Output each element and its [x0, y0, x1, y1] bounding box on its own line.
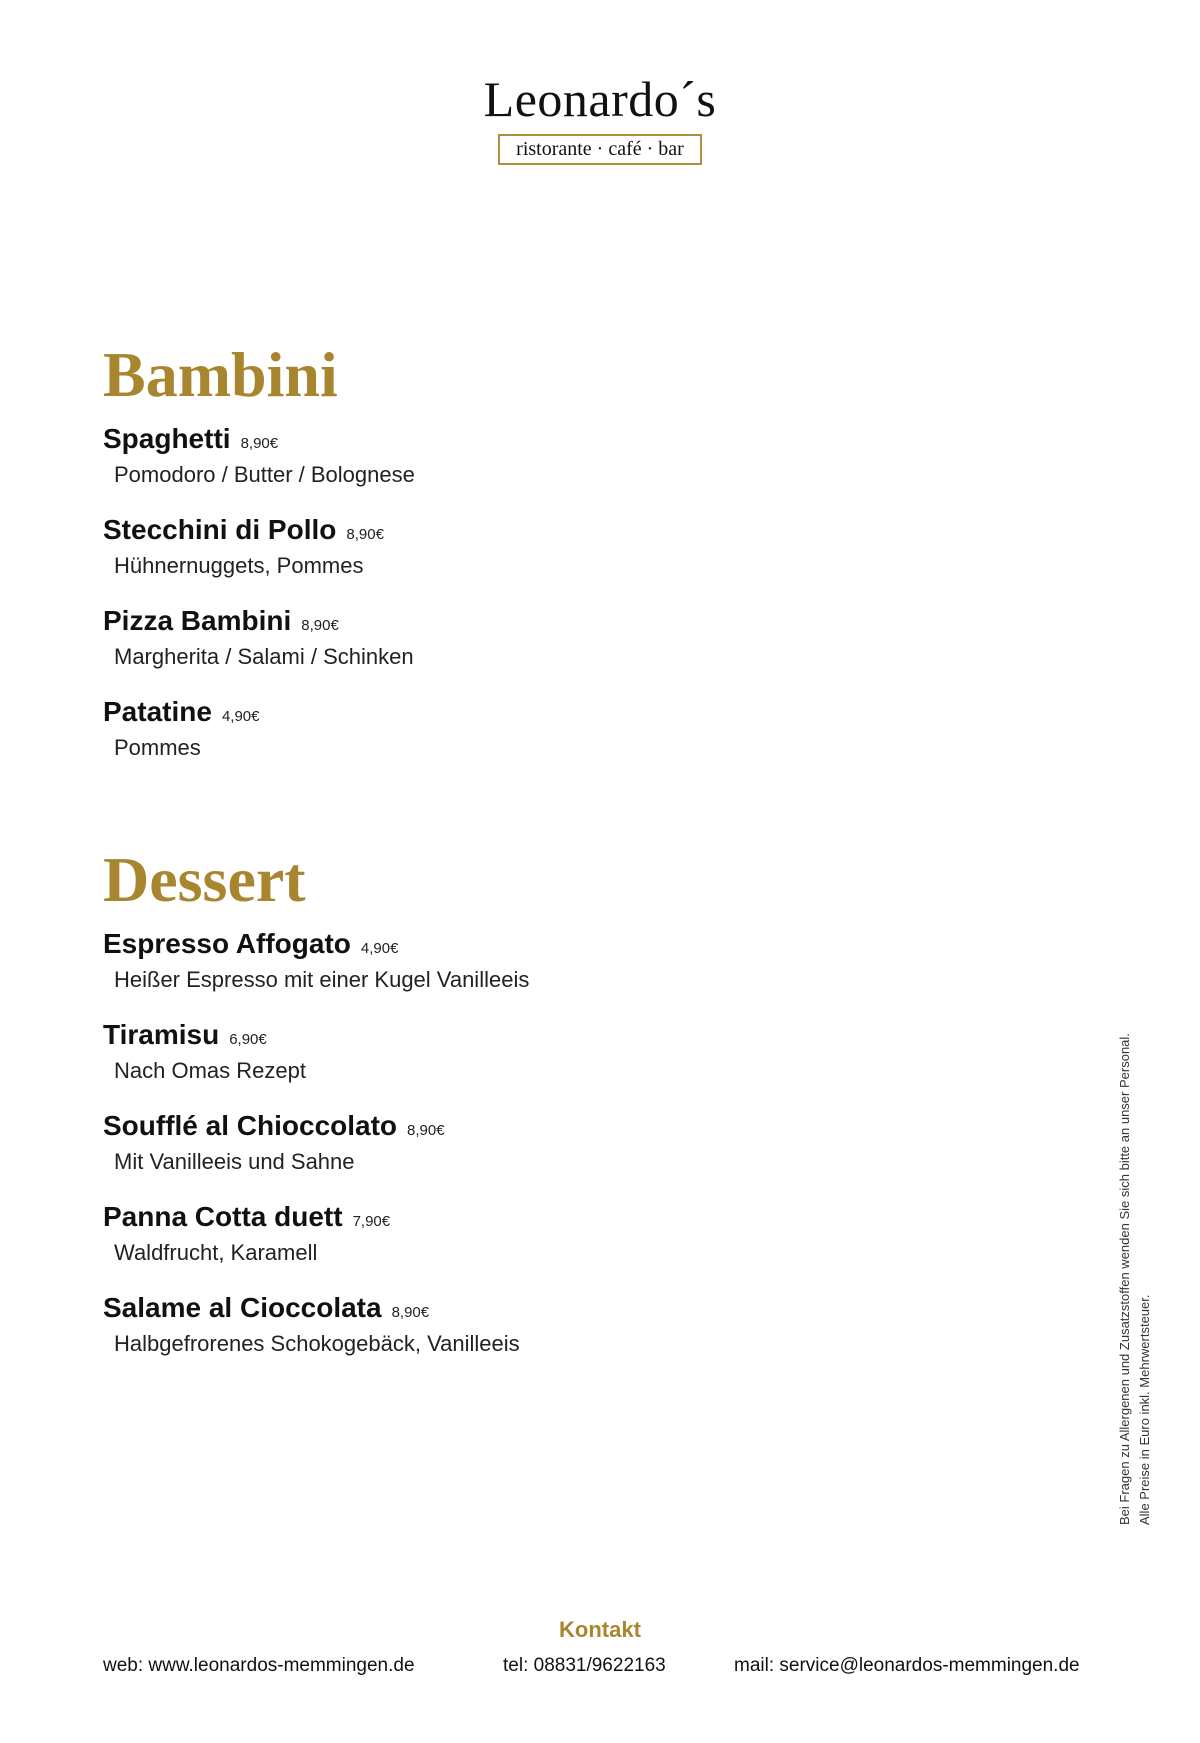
section-bambini	[103, 340, 1003, 762]
menu-item-price: 8,90€	[346, 526, 384, 543]
section-dessert	[103, 845, 1003, 1358]
contact-title: Kontakt	[559, 1617, 641, 1642]
menu-item-name: Tiramisu	[103, 1019, 220, 1050]
menu-item-name: Spaghetti	[103, 423, 231, 454]
contact-phone[interactable]: tel: 08831/9622163	[503, 1655, 666, 1676]
menu-item-description: Mit Vanilleeis und Sahne	[114, 1149, 355, 1174]
section-title: Dessert	[103, 844, 306, 915]
menu-item-name: Soufflé al Chioccolato	[103, 1110, 398, 1141]
menu-item-price: 4,90€	[360, 940, 399, 957]
menu-item	[103, 695, 1003, 762]
menu-item	[103, 604, 1003, 671]
menu-item-name: Patatine	[103, 696, 212, 727]
brand-logo	[0, 70, 1200, 165]
menu-item-description: Nach Omas Rezept	[114, 1058, 306, 1083]
menu-item-price: 6,90€	[229, 1031, 267, 1048]
menu-item	[103, 1200, 1003, 1267]
menu-item-name: Stecchini di Pollo	[103, 514, 337, 545]
brand-name: Leonardo´s	[483, 71, 717, 127]
menu-item-price: 4,90€	[221, 708, 260, 725]
menu-item-price: 7,90€	[352, 1213, 391, 1230]
allergen-note-line: Bei Fragen zu Allergenen und Zusatzstoffen wenden Sie sich bitte an unser Personal.	[1117, 1033, 1132, 1525]
menu-item	[103, 422, 1003, 489]
menu-item-name: Espresso Affogato	[103, 928, 351, 959]
menu-item-price: 8,90€	[391, 1304, 430, 1321]
menu-item	[103, 1018, 1003, 1085]
menu-item-name: Salame al Cioccolata	[103, 1292, 382, 1323]
menu-item-description: Margherita / Salami / Schinken	[114, 644, 414, 669]
menu-item	[103, 1109, 1003, 1176]
contact-mail-link[interactable]: mail: service@leonardos-memmingen.de	[734, 1655, 1080, 1676]
contact-web-link[interactable]: web: www.leonardos-memmingen.de	[103, 1655, 415, 1676]
menu-item-description: Pomodoro / Butter / Bolognese	[114, 462, 415, 487]
menu-item-description: Halbgefrorenes Schokogebäck, Vanilleeis	[114, 1331, 520, 1356]
menu-item-list	[103, 927, 1003, 1358]
menu-item	[103, 1291, 1003, 1358]
menu-item	[103, 513, 1003, 580]
menu-item-description: Heißer Espresso mit einer Kugel Vanilleeis	[114, 967, 530, 992]
menu-item-price: 8,90€	[407, 1122, 445, 1139]
menu-item-price: 8,90€	[240, 435, 279, 452]
menu-item	[103, 927, 1003, 994]
menu-item-description: Pommes	[114, 735, 201, 760]
brand-tagline: ristorante · café · bar	[498, 134, 702, 165]
price-note-line: Alle Preise in Euro inkl. Mehrwertsteuer.	[1137, 1294, 1152, 1525]
menu-item-name: Pizza Bambini	[103, 605, 292, 636]
menu-item-price: 8,90€	[301, 617, 339, 634]
menu-item-name: Panna Cotta duett	[103, 1201, 343, 1232]
allergen-note	[1115, 1033, 1155, 1525]
menu-item-description: Waldfrucht, Karamell	[114, 1240, 318, 1265]
section-title: Bambini	[103, 339, 338, 410]
menu-item-description: Hühnernuggets, Pommes	[114, 553, 364, 578]
menu-item-list	[103, 422, 1003, 762]
